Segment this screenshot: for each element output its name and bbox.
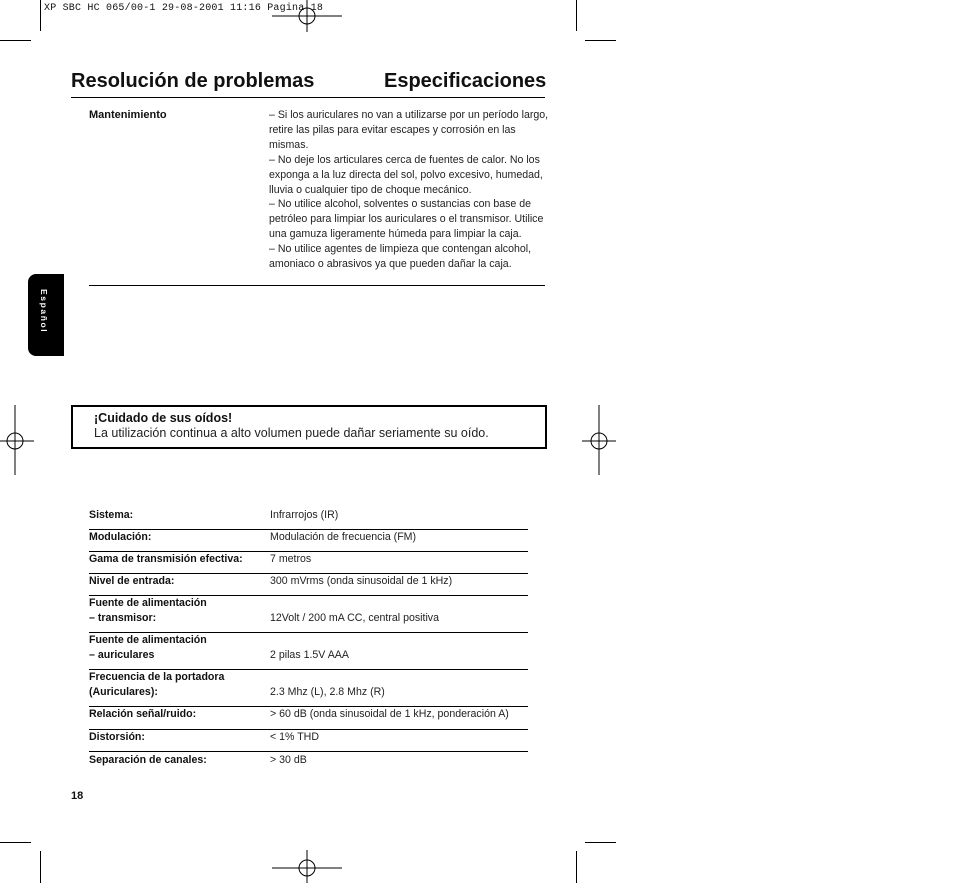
spec-value: < 1% THD xyxy=(270,731,319,743)
maintenance-paragraph-1: – Si los auriculares no van a utilizarse por un período largo, retire las pilas para evitar escapes y corrosión en las mismas. xyxy=(269,109,549,151)
spec-row xyxy=(89,729,528,752)
title-rule xyxy=(71,97,545,98)
maintenance-rule xyxy=(89,285,545,286)
hearing-warning-title: ¡Cuidado de sus oídos! xyxy=(94,411,233,425)
registration-mark-top xyxy=(272,0,342,32)
hearing-warning-text: La utilización continua a alto volumen puede dañar seriamente su oído. xyxy=(94,426,489,440)
spec-row xyxy=(89,632,528,670)
language-tab xyxy=(28,274,64,356)
spec-row xyxy=(89,706,528,730)
spec-value: 12Volt / 200 mA CC, central positiva xyxy=(270,612,439,624)
language-tab-label: Español xyxy=(39,289,49,334)
maintenance-paragraph-2: – No deje los articulares cerca de fuentes de calor. No los exponga a la luz directa del sol, polvo excesivo, humedad, lluvia o cualquier tipo de choque mecánico. xyxy=(269,153,543,196)
spec-label: Nivel de entrada: xyxy=(89,575,175,587)
spec-label: Fuente de alimentación xyxy=(89,634,207,646)
spec-row xyxy=(89,573,528,596)
spec-value: 300 mVrms (onda sinusoidal de 1 kHz) xyxy=(270,575,453,587)
title-troubleshooting: Resolución de problemas xyxy=(71,70,315,92)
spec-value: 2.3 Mhz (L), 2.8 Mhz (R) xyxy=(270,686,385,698)
spec-value: 2 pilas 1.5V AAA xyxy=(270,649,349,661)
spec-row xyxy=(89,529,528,552)
maintenance-text xyxy=(269,108,549,272)
spec-value: 7 metros xyxy=(270,553,312,565)
registration-mark-left xyxy=(0,405,34,475)
title-specifications: Especificaciones xyxy=(384,70,547,92)
spec-row xyxy=(89,751,528,773)
spec-row xyxy=(89,595,528,633)
hearing-warning-box xyxy=(71,405,547,449)
spec-label: Separación de canales: xyxy=(89,754,207,766)
maintenance-paragraph-4: – No utilice agentes de limpieza que contengan alcohol, amoniaco o abrasivos ya que pueden dañar la caja. xyxy=(269,243,532,271)
registration-mark-bottom xyxy=(272,850,342,883)
print-header: XP SBC HC 065/00-1 29-08-2001 11:16 Pagina 18 xyxy=(44,3,324,14)
spec-label: Frecuencia de la portadora xyxy=(89,671,225,683)
spec-label: Gama de transmisión efectiva: xyxy=(89,553,243,565)
spec-label-line-2: – auriculares xyxy=(89,649,155,661)
spec-label-line-2: (Auriculares): xyxy=(89,686,158,698)
spec-label: Sistema: xyxy=(89,509,134,521)
spec-value: > 30 dB xyxy=(270,754,307,766)
spec-label: Relación señal/ruido: xyxy=(89,708,197,720)
page-number: 18 xyxy=(71,790,84,802)
spec-row xyxy=(89,507,528,530)
spec-label: Modulación: xyxy=(89,531,152,543)
spec-label: Fuente de alimentación xyxy=(89,597,207,609)
spec-value: > 60 dB (onda sinusoidal de 1 kHz, ponderación A) xyxy=(270,708,509,720)
spec-label-line-2: – transmisor: xyxy=(89,612,157,624)
maintenance-label: Mantenimiento xyxy=(89,109,167,121)
spec-row xyxy=(89,669,528,707)
spec-row xyxy=(89,551,528,574)
registration-mark-right xyxy=(582,405,616,475)
spec-value: Modulación de frecuencia (FM) xyxy=(270,531,417,543)
spec-value: Infrarrojos (IR) xyxy=(270,509,339,521)
maintenance-paragraph-3: – No utilice alcohol, solventes o sustancias con base de petróleo para limpiar los auriculares o el transmisor. Utilice una gamuza ligeramente húmeda para limpiar la caja. xyxy=(269,198,544,241)
spec-label: Distorsión: xyxy=(89,731,145,743)
